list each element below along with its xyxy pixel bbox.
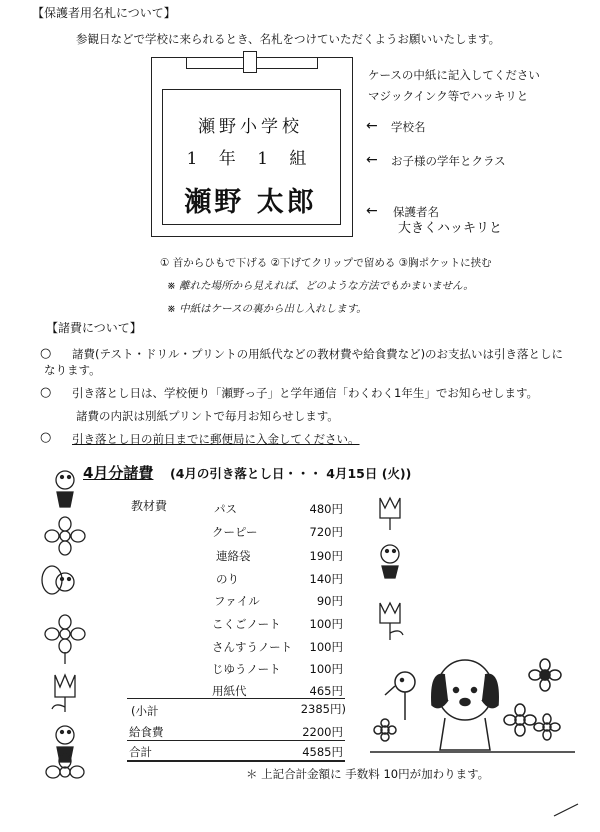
april-fees-subtitle: (4月の引き落とし日・・・ 4月15日 (火)): [170, 466, 412, 481]
fee-item-amount: 480円: [309, 502, 343, 516]
fees-footnote: ＊ 上記合計金額に 手数料 10円が加わります。: [246, 767, 490, 781]
annotation-guardian-note: 大きくハッキリと: [398, 221, 503, 236]
annotation-fill-in: ケースの中紙に記入してください: [368, 68, 540, 82]
fees-bullet-2: 引き落とし日は、学校便り「瀬野っ子」と学年通信「わくわく1年生」でお知らせします。: [72, 386, 539, 400]
fee-item-name: 用紙代: [212, 684, 247, 698]
name-tag-class: 1 年 1 組: [186, 149, 315, 169]
fee-item-name: クーピー: [212, 525, 258, 539]
lunch-label: 給食費: [129, 725, 164, 739]
flower-column-decoration: [370, 490, 410, 650]
fee-item-amount: 100円: [309, 662, 343, 676]
fee-item-amount: 465円: [309, 684, 343, 698]
annotation-marker: マジックインク等でハッキリと: [368, 89, 529, 103]
fee-item-amount: 100円: [309, 640, 343, 654]
fees-bullet-4: 引き落とし日の前日までに郵便局に入金してください。: [72, 432, 360, 446]
dog-illustration: [370, 640, 575, 760]
annotation-guardian: 保護者名: [393, 205, 439, 219]
fees-bullet-1-cont: なります。: [44, 363, 101, 377]
usage-options: ① 首からひもで下げる ②下げてクリップで留める ③胸ポケットに挟む: [160, 257, 492, 269]
teaching-materials-label: 教材費: [131, 499, 168, 513]
subtotal-amount: 2385円): [300, 702, 346, 716]
bullet-icon: ○: [40, 346, 52, 361]
double-divider: [127, 760, 345, 762]
fees-bullet-1: 諸費(テスト・ドリル・プリントの用紙代などの教材費や給食費など)のお支払いは引き落としに: [72, 347, 564, 361]
name-tag-clip: [243, 51, 257, 73]
name-tag-intro: 参観日などで学校に来られるとき、名札をつけていただくようお願いいたします。: [76, 32, 501, 46]
fee-item-amount: 100円: [309, 617, 343, 631]
fee-item-amount: 190円: [309, 549, 343, 563]
fee-item-name: こくごノート: [212, 617, 281, 631]
bullet-icon: ○: [40, 385, 52, 400]
subtotal-label: (小計: [131, 704, 159, 718]
fee-item-name: ファイル: [214, 594, 260, 608]
fee-item-amount: 720円: [309, 525, 343, 539]
name-tag-section-heading: 【保護者用名札について】: [32, 6, 176, 20]
annotation-class: お子様の学年とクラス: [391, 154, 506, 168]
arrow-icon: ←: [366, 152, 378, 168]
fee-item-name: のり: [216, 572, 239, 586]
usage-note-1: ※ 離れた場所から見えれば、どのような方法でもかまいません。: [167, 280, 474, 292]
fee-item-name: 連絡袋: [216, 549, 251, 563]
fee-item-amount: 90円: [316, 594, 343, 608]
bullet-icon: ○: [40, 430, 52, 445]
usage-note-2: ※ 中紙はケースの裏から出し入れします。: [167, 303, 367, 315]
fee-item-name: じゆうノート: [212, 662, 281, 676]
arrow-icon: ←: [366, 118, 378, 134]
name-tag-school: 瀬野小学校: [198, 117, 303, 137]
arrow-icon: ←: [366, 203, 378, 219]
fee-item-name: さんすうノート: [212, 640, 293, 654]
divider: [127, 740, 345, 741]
total-label: 合計: [129, 745, 152, 759]
flower-column-decoration: [40, 462, 92, 790]
fee-item-amount: 140円: [309, 572, 343, 586]
total-amount: 4585円: [302, 745, 343, 759]
fees-section-heading: 【諸費について】: [46, 321, 142, 335]
scan-mark: [552, 800, 582, 820]
lunch-amount: 2200円: [302, 725, 343, 739]
april-fees-title: 4月分諸費: [83, 464, 154, 482]
name-tag-name: 瀬野 太郎: [184, 187, 317, 218]
divider: [127, 698, 345, 699]
fee-item-name: パス: [214, 502, 237, 516]
fees-bullet-3: 諸費の内訳は別紙プリントで毎月お知らせします。: [76, 409, 339, 423]
annotation-school: 学校名: [391, 120, 426, 134]
